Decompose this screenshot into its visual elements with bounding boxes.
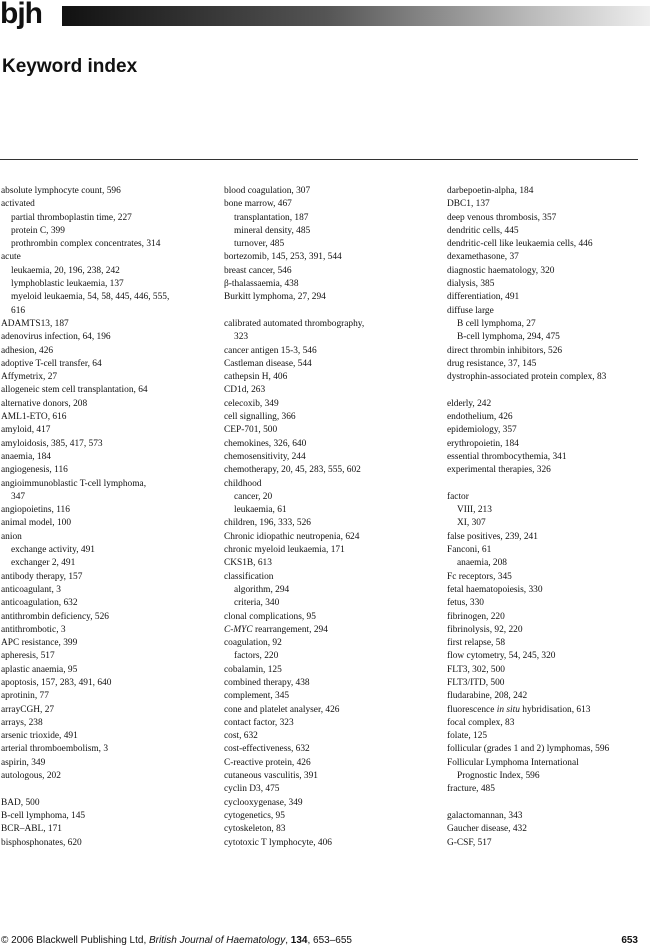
index-entry: fibrinogen, 220: [447, 611, 505, 622]
page-number: 653: [621, 935, 638, 946]
index-subentry: VIII, 213: [457, 505, 492, 516]
index-subentry: criteria, 340: [234, 598, 280, 609]
index-entry: erythropoietin, 184: [447, 438, 519, 449]
index-entry: deep venous thrombosis, 357: [447, 212, 557, 223]
index-entry: calibrated automated thrombography,: [224, 318, 365, 329]
index-entry: alternative donors, 208: [1, 398, 88, 409]
index-entry: amyloid, 417: [1, 425, 51, 436]
index-gap: [447, 384, 639, 397]
index-entry: arrayCGH, 27: [1, 704, 55, 715]
index-subentry: 347: [11, 491, 26, 502]
index-entry: arterial thromboembolism, 3: [1, 744, 109, 755]
index-gap: [224, 305, 416, 318]
index-entry: cutaneous vasculitis, 391: [224, 771, 318, 782]
index-entry: antithrombin deficiency, 526: [1, 611, 109, 622]
index-entry: Castleman disease, 544: [224, 358, 312, 369]
index-entry: fibrinolysis, 92, 220: [447, 624, 523, 635]
index-entry: cost-effectiveness, 632: [224, 744, 310, 755]
index-entry: absolute lymphocyte count, 596: [1, 186, 121, 196]
index-entry: flow cytometry, 54, 245, 320: [447, 651, 556, 662]
index-entry: Fc receptors, 345: [447, 571, 512, 582]
index-subentry: leukaemia, 61: [234, 505, 287, 516]
index-entry: chemosensitivity, 244: [224, 451, 306, 462]
index-entry: CEP-701, 500: [224, 425, 278, 436]
index-entry: breast cancer, 546: [224, 265, 292, 276]
index-entry: essential thrombocythemia, 341: [447, 451, 567, 462]
index-entry: factor: [447, 491, 469, 502]
footer-sep: ,: [285, 935, 291, 946]
index-entry: coagulation, 92: [224, 638, 282, 649]
index-entry: cytotoxic T lymphocyte, 406: [224, 837, 332, 848]
index-entry: CD1d, 263: [224, 385, 266, 396]
index-entry: activated: [1, 199, 35, 210]
index-subentry: transplantation, 187: [234, 212, 309, 223]
index-entry: clonal complications, 95: [224, 611, 316, 622]
index-entry: CKS1B, 613: [224, 558, 272, 569]
index-entry: Burkitt lymphoma, 27, 294: [224, 292, 326, 303]
index-entry: cyclooxygenase, 349: [224, 797, 303, 808]
index-entry: dialysis, 385: [447, 279, 495, 290]
index-entry: experimental therapies, 326: [447, 465, 551, 476]
index-entry: antibody therapy, 157: [1, 571, 83, 582]
index-entry: fracture, 485: [447, 784, 495, 795]
index-entry: aprotinin, 77: [1, 691, 49, 702]
index-entry: angioimmunoblastic T-cell lymphoma,: [1, 478, 147, 489]
index-subentry: Prognostic Index, 596: [457, 771, 540, 782]
index-entry: cyclin D3, 475: [224, 784, 280, 795]
footer-volume: 134: [290, 935, 308, 946]
index-entry: cost, 632: [224, 731, 258, 742]
index-entry: fluorescence in situ hybridisation, 613: [447, 704, 591, 715]
title-rule: [0, 159, 638, 160]
index-entry: focal complex, 83: [447, 717, 515, 728]
index-gap: [447, 797, 639, 810]
header-gradient-bar: [62, 6, 650, 26]
index-subentry: 323: [234, 332, 249, 343]
index-entry: anticoagulation, 632: [1, 598, 78, 609]
index-entry: cell signalling, 366: [224, 412, 296, 423]
index-subentry: lymphoblastic leukaemia, 137: [11, 279, 124, 290]
index-entry: false positives, 239, 241: [447, 531, 538, 542]
index-entry: folate, 125: [447, 731, 488, 742]
index-entry: direct thrombin inhibitors, 526: [447, 345, 563, 356]
index-entry: chronic myeloid leukaemia, 171: [224, 545, 345, 556]
index-subentry: mineral density, 485: [234, 225, 311, 236]
index-entry: FLT3/ITD, 500: [447, 677, 505, 688]
index-entry: combined therapy, 438: [224, 677, 310, 688]
index-entry: drug resistance, 37, 145: [447, 358, 537, 369]
index-subentry: factors, 220: [234, 651, 279, 662]
index-entry: differentiation, 491: [447, 292, 520, 303]
index-subentry: leukaemia, 20, 196, 238, 242: [11, 265, 120, 276]
index-entry: cone and platelet analyser, 426: [224, 704, 340, 715]
index-subentry: anaemia, 208: [457, 558, 507, 569]
index-entry: aspirin, 349: [1, 757, 46, 768]
index-gap: [1, 783, 193, 796]
index-entry: diagnostic haematology, 320: [447, 265, 555, 276]
index-entry: dendritic-cell like leukaemia cells, 446: [447, 239, 593, 250]
index-entry: BCR–ABL, 171: [1, 824, 62, 835]
index-entry: chemotherapy, 20, 45, 283, 555, 602: [224, 465, 361, 476]
index-entry: cobalamin, 125: [224, 664, 282, 675]
page-title: Keyword index: [2, 56, 138, 77]
index-entry: apheresis, 517: [1, 651, 55, 662]
index-entry: amyloidosis, 385, 417, 573: [1, 438, 103, 449]
index-gap: [447, 478, 639, 491]
index-entry: arsenic trioxide, 491: [1, 731, 78, 742]
index-entry: aplastic anaemia, 95: [1, 664, 78, 675]
index-subentry: B cell lymphoma, 27: [457, 318, 536, 329]
index-entry: follicular (grades 1 and 2) lymphomas, 596: [447, 744, 610, 755]
index-entry: anion: [1, 531, 22, 542]
index-subentry: cancer, 20: [234, 491, 273, 502]
index-entry: AML1-ETO, 616: [1, 412, 67, 423]
index-entry: cytoskeleton, 83: [224, 824, 286, 835]
index-subentry: protein C, 399: [11, 225, 65, 236]
index-entry: dexamethasone, 37: [447, 252, 519, 263]
index-entry: fetal haematopoiesis, 330: [447, 584, 543, 595]
index-entry: galactomannan, 343: [447, 810, 523, 821]
index-entry: G-CSF, 517: [447, 837, 492, 848]
index-entry: animal model, 100: [1, 518, 72, 529]
index-entry: bortezomib, 145, 253, 391, 544: [224, 252, 342, 263]
index-entry: Gaucher disease, 432: [447, 824, 527, 835]
index-entry: contact factor, 323: [224, 717, 294, 728]
index-entry: first relapse, 58: [447, 638, 506, 649]
index-entry: BAD, 500: [1, 797, 40, 808]
index-entry: childhood: [224, 478, 262, 489]
index-entry: adenovirus infection, 64, 196: [1, 332, 111, 343]
index-entry: antithrombotic, 3: [1, 624, 66, 635]
index-entry: APC resistance, 399: [1, 638, 78, 649]
index-entry: complement, 345: [224, 691, 290, 702]
index-entry: apoptosis, 157, 283, 491, 640: [1, 677, 112, 688]
index-entry: Follicular Lymphoma International: [447, 757, 579, 768]
index-entry: anaemia, 184: [1, 451, 51, 462]
index-entry: C-reactive protein, 426: [224, 757, 311, 768]
footer-pages: , 653–655: [307, 935, 352, 946]
index-entry: diffuse large: [447, 305, 494, 316]
index-entry: classification: [224, 571, 274, 582]
index-column-2: [224, 185, 416, 850]
index-entry: FLT3, 302, 500: [447, 664, 505, 675]
index-entry: chemokines, 326, 640: [224, 438, 307, 449]
index-entry: anticoagulant, 3: [1, 584, 61, 595]
index-entry: bisphosphonates, 620: [1, 837, 82, 848]
index-entry: allogeneic stem cell transplantation, 64: [1, 385, 148, 396]
footer-copyright: © 2006 Blackwell Publishing Ltd,: [1, 935, 150, 946]
index-entry: β-thalassaemia, 438: [224, 279, 299, 290]
index-entry: adhesion, 426: [1, 345, 54, 356]
index-entry: children, 196, 333, 526: [224, 518, 311, 529]
index-column-3: [447, 185, 639, 850]
index-subentry: exchange activity, 491: [11, 545, 95, 556]
index-entry: dendritic cells, 445: [447, 225, 519, 236]
index-entry: darbepoetin-alpha, 184: [447, 186, 534, 196]
index-subentry: XI, 307: [457, 518, 486, 529]
index-subentry: B-cell lymphoma, 294, 475: [457, 332, 560, 343]
index-entry: adoptive T-cell transfer, 64: [1, 358, 102, 369]
index-entry: angiogenesis, 116: [1, 465, 68, 476]
index-entry: Affymetrix, 27: [1, 372, 58, 383]
index-entry: elderly, 242: [447, 398, 492, 409]
index-entry: epidemiology, 357: [447, 425, 517, 436]
index-entry: fetus, 330: [447, 598, 484, 609]
index-entry: cathepsin H, 406: [224, 372, 288, 383]
index-entry: angiopoietins, 116: [1, 505, 70, 516]
index-entry: ADAMTS13, 187: [1, 318, 69, 329]
index-entry: DBC1, 137: [447, 199, 490, 210]
index-subentry: myeloid leukaemia, 54, 58, 445, 446, 555,: [11, 292, 170, 303]
index-subentry: partial thromboplastin time, 227: [11, 212, 132, 223]
footer-journal: British Journal of Haematology: [149, 935, 286, 946]
index-entry: dystrophin-associated protein complex, 83: [447, 372, 607, 383]
index-entry: Fanconi, 61: [447, 545, 492, 556]
page-footer: [1, 935, 638, 946]
journal-logo: bjh: [0, 0, 42, 30]
index-entry: fludarabine, 208, 242: [447, 691, 528, 702]
index-subentry: 616: [11, 305, 26, 316]
index-entry: B-cell lymphoma, 145: [1, 810, 86, 821]
index-subentry: exchanger 2, 491: [11, 558, 76, 569]
index-entry: cancer antigen 15-3, 546: [224, 345, 317, 356]
index-entry: celecoxib, 349: [224, 398, 279, 409]
index-entry: arrays, 238: [1, 717, 43, 728]
index-subentry: prothrombin complex concentrates, 314: [11, 239, 161, 250]
index-column-1: [1, 185, 193, 850]
index-entry: autologous, 202: [1, 771, 61, 782]
index-entry: Chronic idiopathic neutropenia, 624: [224, 531, 360, 542]
index-entry: C-MYC rearrangement, 294: [224, 624, 328, 635]
index-entry: acute: [1, 252, 21, 263]
index-entry: cytogenetics, 95: [224, 810, 285, 821]
index-entry: blood coagulation, 307: [224, 186, 311, 196]
index-subentry: algorithm, 294: [234, 584, 290, 595]
index-entry: bone marrow, 467: [224, 199, 292, 210]
index-subentry: turnover, 485: [234, 239, 285, 250]
index-entry: endothelium, 426: [447, 412, 513, 423]
